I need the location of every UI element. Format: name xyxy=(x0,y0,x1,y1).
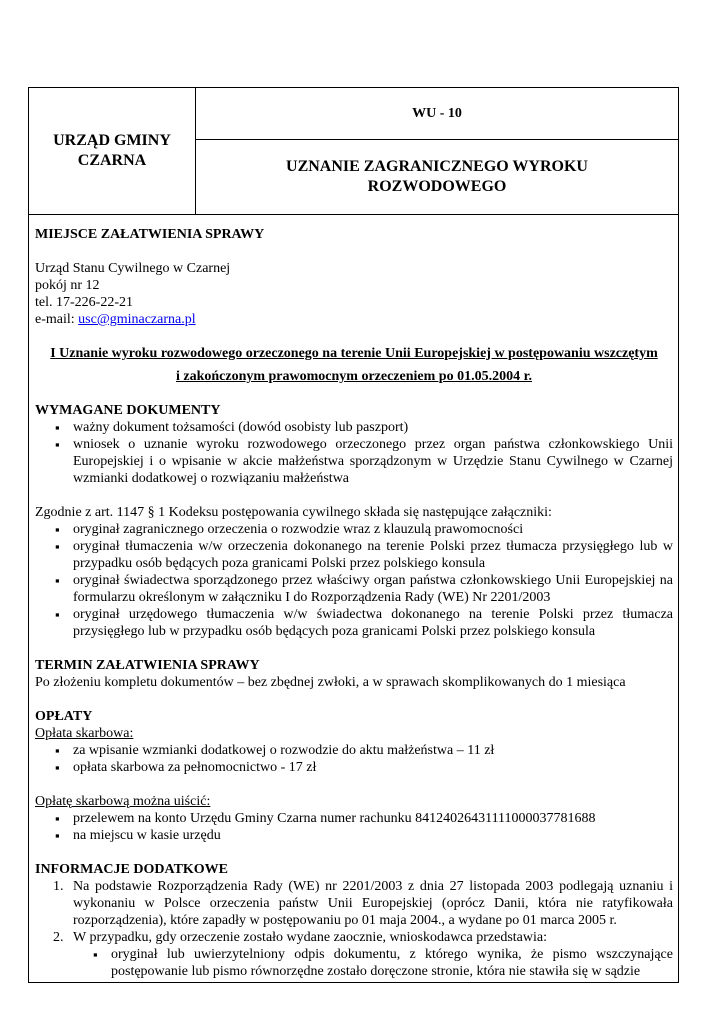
list-item: ▪ za wpisanie wzmianki dodatkowej o rozwodzie do aktu małżeństwa – 11 zł xyxy=(35,742,673,759)
list-item xyxy=(35,878,673,929)
section-title-line-2: i zakończonym prawomocnym orzeczeniem po 01.05.2004 r. xyxy=(175,369,533,384)
place-phone: tel. 17-226-22-21 xyxy=(35,295,133,310)
kpc-attachments-list xyxy=(35,521,673,640)
list-item: ▪ wniosek o uznanie wyroku rozwodowego orzeczonego przez organ państwa członkowskiego Unii Europejskiej i o wpisanie w akcie małżeństwa sporządzonym w Urzędzie Stanu Cywilnego w Czarnej wzmianki dodatkowej o rozwiązaniu małżeństwa xyxy=(35,436,673,487)
list-item: ▪ opłata skarbowa za pełnomocnictwo - 17 zł xyxy=(35,759,673,776)
header-table xyxy=(29,88,678,215)
list-item: ▪ oryginał urzędowego tłumaczenia w/w świadectwa dokonanego na terenie Polski przez tłumacza przysięgłego lub w przypadku osób będących poza granicami Polski przez polskiego konsula xyxy=(35,606,673,640)
fees-subheading: Opłata skarbowa: xyxy=(35,726,134,741)
place-heading: MIEJSCE ZAŁATWIENIA SPRAWY xyxy=(35,227,265,242)
documents-heading: WYMAGANE DOKUMENTY xyxy=(35,403,221,418)
place-line-1: Urząd Stanu Cywilnego w Czarnej xyxy=(35,261,231,276)
additional-sub-list xyxy=(35,946,673,980)
item-text: W przypadku, gdy orzeczenie zostało wydane zaocznie, wnioskodawca przedstawia: xyxy=(73,930,547,945)
office-name xyxy=(29,88,196,214)
item-number: 1. xyxy=(53,879,64,894)
list-item xyxy=(35,929,673,980)
deadline-text: Po złożeniu kompletu dokumentów – bez zbędnej zwłoki, a w sprawach skomplikowanych do 1 miesiąca xyxy=(35,675,626,690)
item-number: 2. xyxy=(53,930,64,945)
office-line-1: URZĄD GMINY xyxy=(53,132,171,149)
list-item: ▪ oryginał zagranicznego orzeczenia o rozwodzie wraz z klauzulą prawomocności xyxy=(35,521,673,538)
email-label: e-mail: xyxy=(35,312,79,327)
section-title-line-1: I Uznanie wyroku rozwodowego orzeczonego na terenie Unii Europejskiej w postępowaniu wszczętym xyxy=(50,346,658,361)
kpc-intro: Zgodnie z art. 1147 § 1 Kodeksu postępowania cywilnego składa się następujące załączniki: xyxy=(35,505,552,520)
title-line-2: ROZWODOWEGO xyxy=(367,178,507,195)
documents-list xyxy=(35,419,673,487)
list-item: ▪ przelewem na konto Urzędu Gminy Czarna numer rachunku 84124026431111000037781688 xyxy=(35,810,673,827)
fees-list xyxy=(35,742,673,776)
place-line-2: pokój nr 12 xyxy=(35,278,100,293)
fees-heading: OPŁATY xyxy=(35,709,93,724)
place-email-row xyxy=(35,311,673,328)
deadline-heading: TERMIN ZAŁATWIENIA SPRAWY xyxy=(35,658,260,673)
document-body xyxy=(35,226,673,980)
list-item: ▪ oryginał świadectwa sporządzonego przez właściwy organ państwa członkowskiego Unii Europejskiej na formularzu określonym w załączniku I do Rozporządzenia Rady (WE) Nr 2201/2003 xyxy=(35,572,673,606)
list-item: ▪ na miejscu w kasie urzędu xyxy=(35,827,673,844)
office-line-2: CZARNA xyxy=(77,152,147,169)
list-item: ▪ oryginał lub uwierzytelniony odpis dokumentu, z którego wynika, że pismo wszczynające postępowanie lub pismo równorzędne zostało doręczone stronie, która nie stawiła się w sądzie xyxy=(35,946,673,980)
list-item: ▪ oryginał tłumaczenia w/w orzeczenia dokonanego na terenie Polski przez tłumacza przysięgłego lub w przypadku osób będących poza granicami Polski przez polskiego konsula xyxy=(35,538,673,572)
list-item: ▪ ważny dokument tożsamości (dowód osobisty lub paszport) xyxy=(35,419,673,436)
additional-list xyxy=(35,878,673,980)
title-line-1: UZNANIE ZAGRANICZNEGO WYROKU xyxy=(286,158,588,175)
form-code: WU - 10 xyxy=(196,88,678,140)
document-frame xyxy=(28,87,679,983)
additional-heading: INFORMACJE DODATKOWE xyxy=(35,862,229,877)
item-text: Na podstawie Rozporządzenia Rady (WE) nr 2201/2003 z dnia 27 listopada 2003 podlegają uznaniu i wykonaniu w Polsce orzeczenia państw Unii Europejskiej (oprócz Danii, która nie ratyfikowała rozporządzenia), które zapadły w postępowaniu po 01 maja 2004., a wydane po 01 marca 2005 r. xyxy=(73,879,673,928)
payment-list xyxy=(35,810,673,844)
payment-heading: Opłatę skarbową można uiścić: xyxy=(35,794,211,809)
document-title xyxy=(196,140,678,214)
email-link[interactable]: usc@gminaczarna.pl xyxy=(78,312,196,327)
